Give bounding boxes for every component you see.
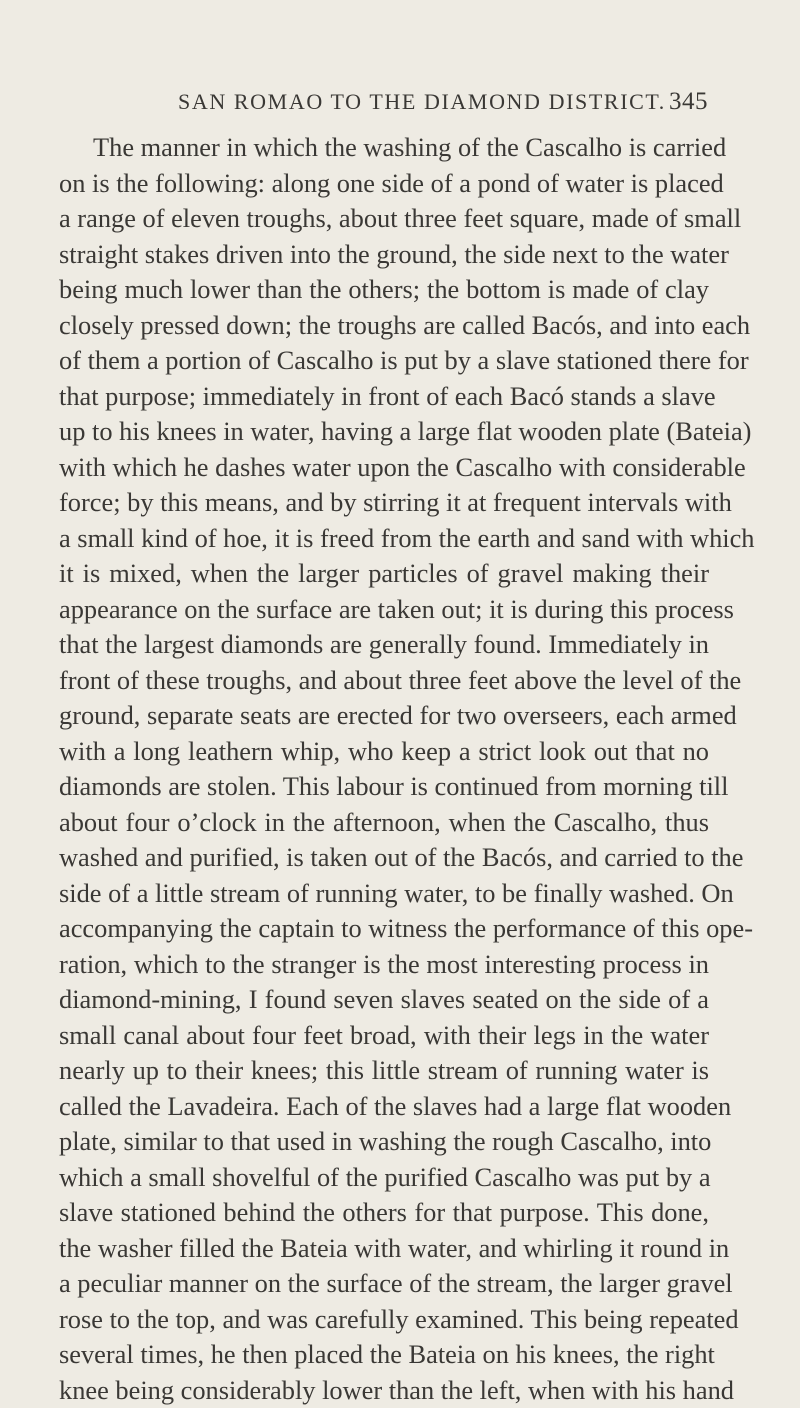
text-line: closely pressed down; the troughs are called Bacós, and into each bbox=[59, 308, 709, 344]
text-line: it is mixed, when the larger particles of gravel making their bbox=[59, 556, 709, 592]
text-line: with a long leathern whip, who keep a strict look out that no bbox=[59, 734, 709, 770]
text-line: that the largest diamonds are generally found. Immediately in bbox=[59, 627, 709, 663]
text-line: washed and purified, is taken out of the Bacós, and carried to the bbox=[59, 840, 709, 876]
text-line: side of a little stream of running water, to be finally washed. On bbox=[59, 876, 709, 912]
text-line: the washer filled the Bateia with water, and whirling it round in bbox=[59, 1231, 709, 1267]
text-line: of them a portion of Cascalho is put by a slave stationed there for bbox=[59, 343, 709, 379]
text-line: that purpose; immediately in front of each Bacó stands a slave bbox=[59, 379, 709, 415]
text-line: plate, similar to that used in washing the rough Cascalho, into bbox=[59, 1124, 709, 1160]
text-line: a range of eleven troughs, about three feet square, made of small bbox=[59, 201, 709, 237]
text-line: a small kind of hoe, it is freed from the earth and sand with which bbox=[59, 521, 709, 557]
text-line: rose to the top, and was carefully examined. This being repeated bbox=[59, 1302, 709, 1338]
text-line: front of these troughs, and about three feet above the level of the bbox=[59, 663, 709, 699]
text-line: force; by this means, and by stirring it at frequent intervals with bbox=[59, 485, 709, 521]
text-line: about four o’clock in the afternoon, when the Cascalho, thus bbox=[59, 805, 709, 841]
text-line: knee being considerably lower than the left, when with his hand bbox=[59, 1373, 709, 1408]
text-line: a peculiar manner on the surface of the stream, the larger gravel bbox=[59, 1266, 709, 1302]
page-number: 345 bbox=[669, 82, 708, 122]
text-line: small canal about four feet broad, with their legs in the water bbox=[59, 1018, 709, 1054]
text-line: accompanying the captain to witness the performance of this ope- bbox=[59, 911, 709, 947]
text-line: several times, he then placed the Bateia on his knees, the right bbox=[59, 1337, 709, 1373]
text-line: ground, separate seats are erected for two overseers, each armed bbox=[59, 698, 709, 734]
text-line: ration, which to the stranger is the most interesting process in bbox=[59, 947, 709, 983]
running-header bbox=[178, 82, 708, 122]
text-line: The manner in which the washing of the Cascalho is carried bbox=[59, 130, 709, 166]
text-line: which a small shovelful of the purified Cascalho was put by a bbox=[59, 1160, 709, 1196]
text-line: with which he dashes water upon the Cascalho with considerable bbox=[59, 450, 709, 486]
text-line: nearly up to their knees; this little stream of running water is bbox=[59, 1053, 709, 1089]
text-line: up to his knees in water, having a large flat wooden plate (Bateia) bbox=[59, 414, 709, 450]
text-line: called the Lavadeira. Each of the slaves had a large flat wooden bbox=[59, 1089, 709, 1125]
text-line: diamonds are stolen. This labour is continued from morning till bbox=[59, 769, 709, 805]
text-line: slave stationed behind the others for that purpose. This done, bbox=[59, 1195, 709, 1231]
text-line: diamond-mining, I found seven slaves seated on the side of a bbox=[59, 982, 709, 1018]
text-line: appearance on the surface are taken out; it is during this process bbox=[59, 592, 709, 628]
running-title: SAN ROMAO TO THE DIAMOND DISTRICT. bbox=[178, 82, 666, 122]
text-line: straight stakes driven into the ground, the side next to the water bbox=[59, 237, 709, 273]
text-line: being much lower than the others; the bottom is made of clay bbox=[59, 272, 709, 308]
text-line: on is the following: along one side of a pond of water is placed bbox=[59, 166, 709, 202]
body-paragraph bbox=[59, 130, 709, 1408]
